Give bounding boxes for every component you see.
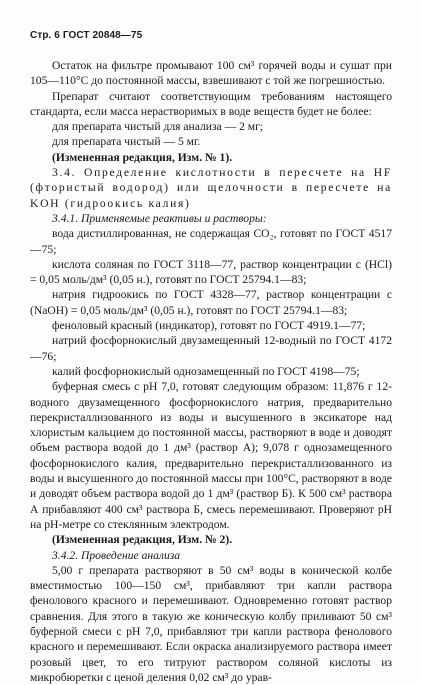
list-item: для препарата чистый для анализа — 2 мг; (52, 120, 264, 134)
amendment-note: (Измененная редакция, Изм. № 2). (52, 533, 233, 547)
document-body (30, 58, 392, 685)
amendment-note: (Измененная редакция, Изм. № 1). (52, 150, 233, 164)
subsection-heading: 3.4.1. Применяемые реактивы и растворы: (52, 211, 267, 225)
reagent-item: феноловый красный (индикатор), готовят по ГОСТ 4919.1—77; (52, 319, 366, 333)
reagent-item: кислота соляная по ГОСТ 3118—77, раствор концентрации c (HCl) = 0,05 моль/дм³ (0,05 н.), готовят по ГОСТ 25794.1—83; (30, 257, 392, 287)
paragraph: Препарат считают соответствующим требованиям настоящего стандарта, если масса нерастворимых в воде веществ будет не более: (30, 89, 392, 118)
page-header: Стр. 6 ГОСТ 20848—75 (30, 30, 143, 41)
paragraph: Остаток на фильтре промывают 100 см³ горячей воды и сушат при 105—110°С до постоянной массы, взвешивают с той же погрешностью. (30, 59, 392, 88)
reagent-item: вода дистиллированная, не содержащая CO₂, готовят по ГОСТ 4517—75; (30, 227, 392, 256)
reagent-item: натрия гидроокись по ГОСТ 4328—77, раствор концентрации c (NaOH) = 0,05 моль/дм³ (0,05 н.), готовят по ГОСТ 25794.1—83; (30, 288, 392, 317)
reagent-item: натрий фосфорнокислый двузамещенный 12-водный по ГОСТ 4172—76; (30, 334, 392, 363)
section-heading: 3.4. Определение кислотности в пересчете на HF (фтористый водород) или щелочности в пересчете на KOH (гидроокись калия) (30, 166, 392, 210)
subsection-heading: 3.4.2. Проведение анализа (52, 548, 181, 562)
list-item: для препарата чистый — 5 мг. (52, 135, 201, 149)
paragraph: 5,00 г препарата растворяют в 50 см³ воды в конической колбе вместимостью 100—150 см³, прибавляют три капли раствора фенолового красного и перемешивают. Одновременно готовят раствор сравнения. Для этого в такую же коническую колбу приливают 50 см³ буферной смеси с pH 7,0, прибавляют три капли раствора фенолового красного и перемешивают. Если окраска анализируемого раствора имеет розовый цвет, то его титруют раствором соляной кислоты из микробюретки с ценой деления 0,02 см³ до урав- (30, 563, 392, 684)
reagent-item: калий фосфорнокислый однозамещенный по ГОСТ 4198—75; (52, 364, 360, 378)
reagent-item: буферная смесь с pH 7,0, готовят следующим образом: 11,876 г 12-водного двузамещенного фосфорнокислого натрия, предварительно перекристаллизованного из воды и высушенного в эксикаторе над хлористым кальцием до постоянной массы, растворяют в воде и доводят объем раствора водой до 1 дм³ (раствор А); 9,078 г однозамещенного фосфорнокислого калия, предварительно перекристаллизованного из воды и высушенного до постоянной массы при 100°С, растворяют в воде и доводят объем раствора водой до 1 дм³ (раствор Б). К 500 см³ раствора А прибавляют 400 см³ раствора Б, смесь перемешивают. Проверяют pH на pH-метре со стеклянным электродом. (30, 380, 392, 531)
